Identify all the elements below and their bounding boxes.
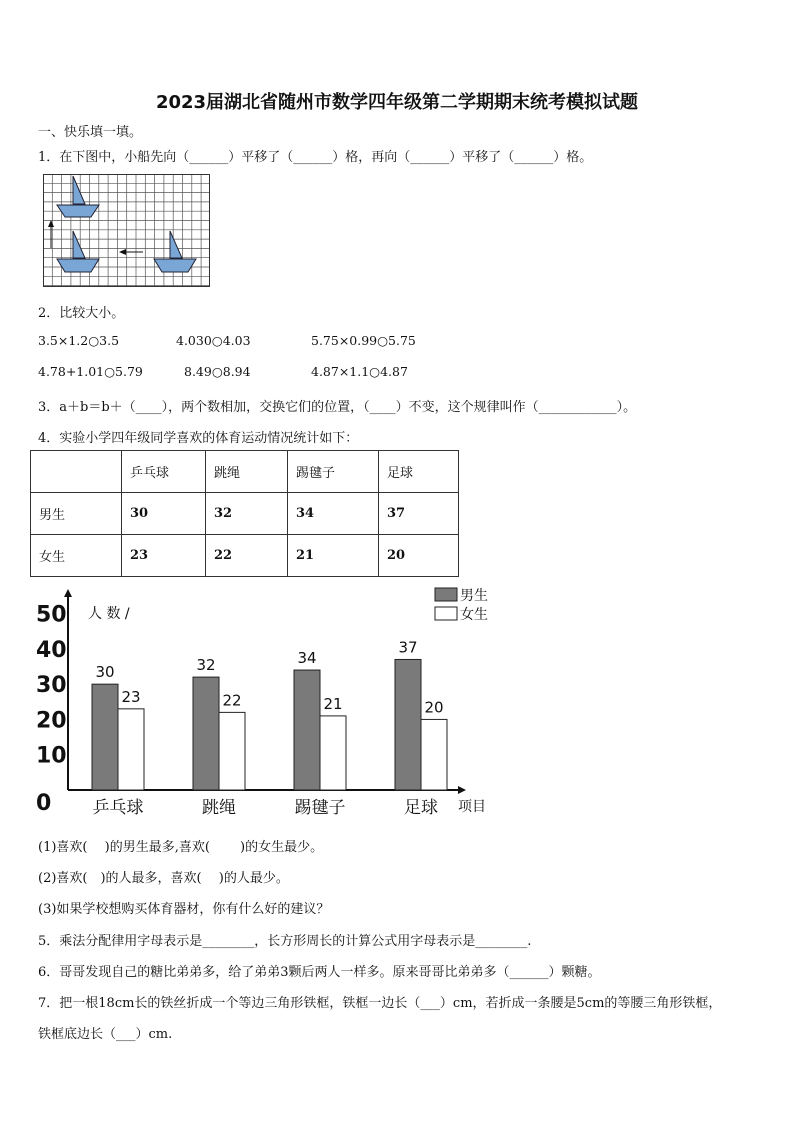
arrow-left-icon bbox=[119, 249, 143, 255]
table-header-cell: 足球 bbox=[379, 451, 459, 493]
x-axis-arrow-icon bbox=[458, 786, 466, 794]
data-label: 23 bbox=[121, 687, 141, 706]
legend-label: 女生 bbox=[460, 607, 488, 623]
bar-girls bbox=[118, 709, 144, 790]
y-tick-label: 20 bbox=[36, 708, 67, 734]
question-1: 1．在下图中，小船先向（______）平移了（______）格，再向（______）平移了（______）格。 bbox=[38, 150, 593, 165]
sub-question-3: (3)如果学校想购买体育器材，你有什么好的建议？ bbox=[38, 902, 330, 917]
data-label: 22 bbox=[222, 691, 242, 710]
bar-girls bbox=[421, 719, 447, 790]
question-6: 6．哥哥发现自己的糖比弟弟多，给了弟弟3颗后两人一样多。原来哥哥比弟弟多（______）颗糖。 bbox=[38, 965, 601, 980]
question-7-line-2: 铁框底边长（___）cm. bbox=[38, 1027, 173, 1042]
x-tick-label: 足球 bbox=[404, 798, 438, 818]
sub-question-2: (2)喜欢( )的人最多，喜欢( )的人最少。 bbox=[38, 871, 289, 886]
y-axis-arrow-icon bbox=[64, 589, 72, 597]
x-axis-label: 项目 bbox=[458, 799, 486, 815]
boat-left-bottom bbox=[57, 231, 99, 272]
question-2: 2．比较大小。 bbox=[38, 306, 125, 321]
table-row-label: 女生 bbox=[31, 535, 122, 577]
arrow-up-icon bbox=[48, 220, 54, 248]
bar-girls bbox=[320, 716, 346, 790]
sub-question-1: (1)喜欢( )的男生最多,喜欢( )的女生最少。 bbox=[38, 840, 324, 855]
y-tick-label: 0 bbox=[36, 791, 52, 816]
page-title: 2023届湖北省随州市数学四年级第二学期期末统考模拟试题 bbox=[155, 92, 639, 113]
bar-boys bbox=[395, 659, 421, 790]
table-cell: 20 bbox=[379, 535, 459, 577]
bar-boys bbox=[92, 684, 118, 790]
boat-right-bottom bbox=[154, 231, 196, 272]
x-tick-label: 踢毽子 bbox=[294, 798, 346, 818]
y-tick-label: 10 bbox=[36, 743, 67, 769]
legend-swatch bbox=[435, 607, 457, 620]
y-tick-label: 50 bbox=[36, 602, 67, 628]
table-header-cell: 乒乓球 bbox=[122, 451, 206, 493]
table-cell: 32 bbox=[206, 493, 288, 535]
bar-boys bbox=[193, 677, 219, 790]
table-cell: 37 bbox=[379, 493, 459, 535]
table-cell: 30 bbox=[122, 493, 206, 535]
x-tick-label: 乒乓球 bbox=[92, 798, 144, 818]
table-header-cell bbox=[31, 451, 122, 493]
bar-girls bbox=[219, 712, 245, 790]
data-label: 32 bbox=[196, 656, 216, 675]
compare-4: 4.78+1.01○5.79 bbox=[38, 364, 143, 379]
question-3: 3．a＋b＝b＋（____），两个数相加，交换它们的位置，（____）不变，这个规律叫作（____________）。 bbox=[38, 400, 637, 415]
y-tick-label: 30 bbox=[36, 673, 67, 699]
question-7-line-1: 7．把一根18cm长的铁丝折成一个等边三角形铁框，铁框一边长（___）cm，若折成一条腰是5cm的等腰三角形铁框， bbox=[38, 996, 722, 1011]
boat-top bbox=[57, 176, 99, 217]
table-header-cell: 跳绳 bbox=[206, 451, 288, 493]
data-label: 30 bbox=[95, 663, 115, 682]
data-label: 20 bbox=[424, 698, 444, 717]
table-header-row bbox=[31, 451, 459, 493]
table-header-cell: 踢毽子 bbox=[288, 451, 379, 493]
data-label: 37 bbox=[398, 638, 418, 657]
table-row bbox=[31, 493, 459, 535]
question-4: 4．实验小学四年级同学喜欢的体育运动情况统计如下： bbox=[38, 431, 359, 446]
compare-1: 3.5×1.2○3.5 bbox=[38, 333, 120, 348]
table-cell: 21 bbox=[288, 535, 379, 577]
x-tick-label: 跳绳 bbox=[202, 798, 236, 818]
data-label: 21 bbox=[323, 694, 343, 713]
compare-2: 4.030○4.03 bbox=[176, 333, 251, 348]
table-cell: 23 bbox=[122, 535, 206, 577]
compare-6: 4.87×1.1○4.87 bbox=[311, 364, 408, 379]
section-heading: 一、快乐填一填。 bbox=[38, 125, 143, 140]
bar-boys bbox=[294, 670, 320, 790]
legend-label: 男生 bbox=[460, 588, 488, 604]
stats-table bbox=[30, 450, 459, 577]
boat-grid-figure bbox=[43, 174, 211, 288]
bar-chart bbox=[30, 585, 500, 825]
table-cell: 22 bbox=[206, 535, 288, 577]
compare-5: 8.49○8.94 bbox=[184, 364, 251, 379]
compare-3: 5.75×0.99○5.75 bbox=[311, 333, 416, 348]
table-row bbox=[31, 535, 459, 577]
y-tick-label: 40 bbox=[36, 637, 67, 663]
question-5: 5．乘法分配律用字母表示是________，长方形周长的计算公式用字母表示是________. bbox=[38, 934, 532, 949]
legend-swatch bbox=[435, 588, 457, 601]
table-row-label: 男生 bbox=[31, 493, 122, 535]
y-axis-label: 人 数 / bbox=[88, 606, 130, 622]
data-label: 34 bbox=[297, 649, 317, 668]
table-cell: 34 bbox=[288, 493, 379, 535]
